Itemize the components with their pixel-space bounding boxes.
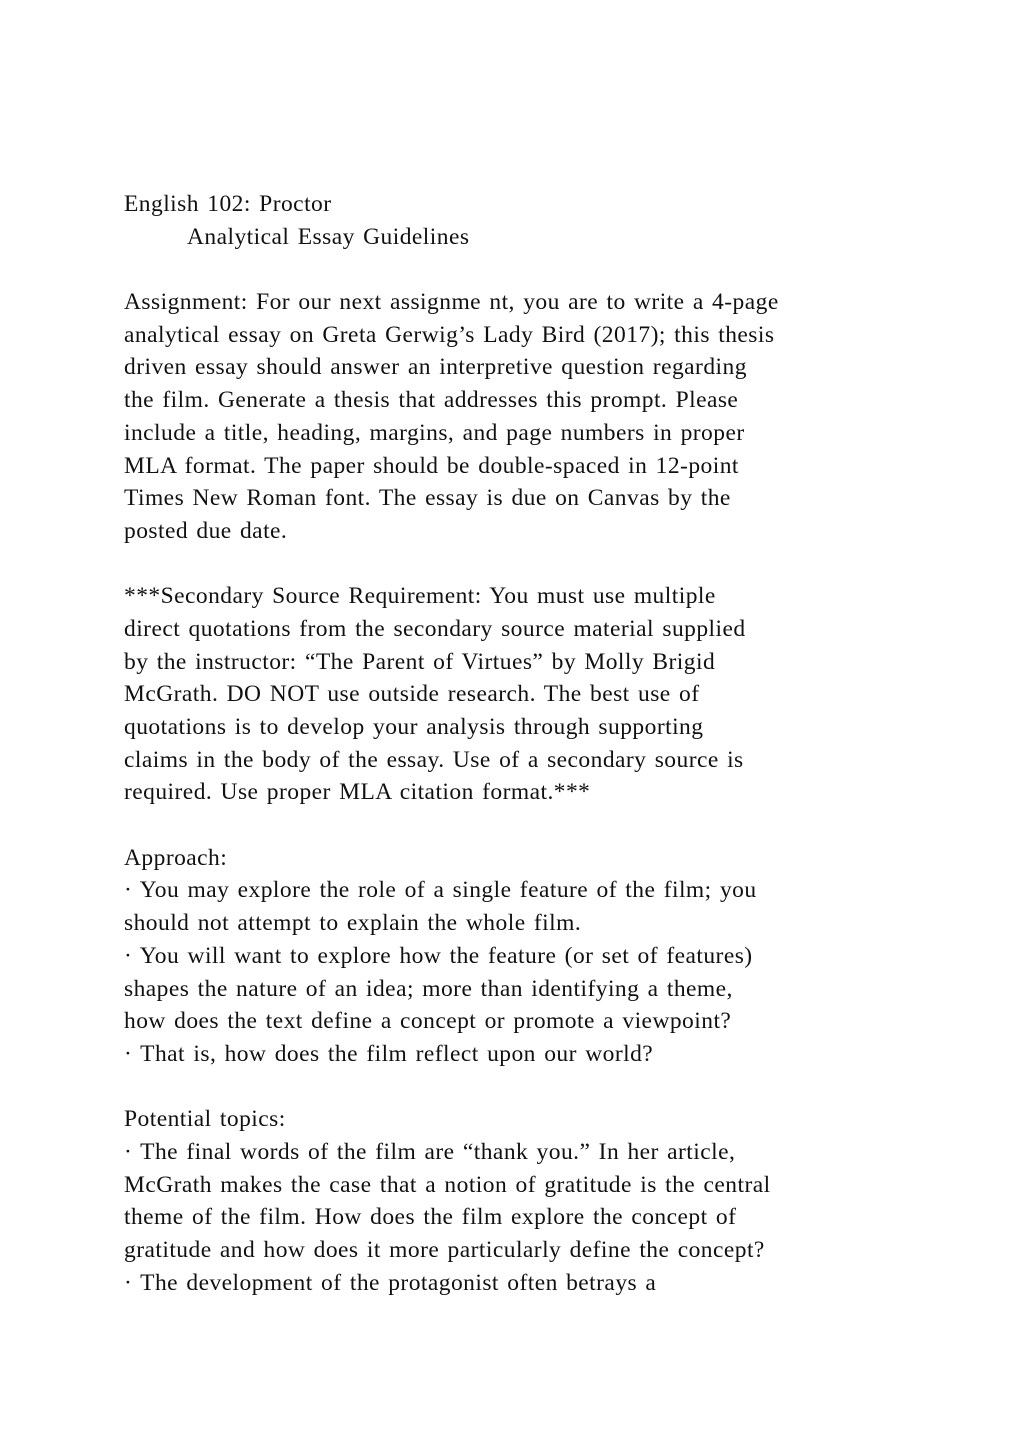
document-body	[124, 188, 904, 1299]
assignment-line: Times New Roman font. The essay is due on Canvas by the	[124, 485, 731, 512]
paragraph-spacer	[124, 548, 904, 581]
paragraph-spacer	[124, 809, 904, 842]
topics-line: · The development of the protagonist often betrays a	[124, 1269, 657, 1296]
course-heading: English 102: Proctor	[124, 191, 332, 217]
approach-line: how does the text define a concept or promote a viewpoint?	[124, 1008, 732, 1035]
topics-line: theme of the film. How does the film explore the concept of	[124, 1204, 737, 1231]
topics-line: gratitude and how does it more particularly define the concept?	[124, 1237, 765, 1263]
topics-section	[124, 1103, 904, 1299]
topics-line: · The final words of the film are “thank you.” In her article,	[124, 1138, 736, 1165]
approach-line: · That is, how does the film reflect upon our world?	[124, 1040, 654, 1067]
topics-line: McGrath makes the case that a notion of gratitude is the central	[124, 1171, 771, 1198]
approach-heading: Approach:	[124, 844, 228, 871]
approach-line: shapes the nature of an idea; more than identifying a theme,	[124, 975, 733, 1002]
assignment-line: MLA format. The paper should be double-spaced in 12-point	[124, 452, 739, 479]
assignment-line: posted due date.	[124, 517, 288, 544]
document-title: Analytical Essay Guidelines	[187, 223, 470, 250]
topics-heading: Potential topics:	[124, 1106, 286, 1133]
secondary-source-line: quotations is to develop your analysis through supporting	[124, 714, 704, 740]
approach-line: · You may explore the role of a single feature of the film; you	[124, 877, 757, 904]
secondary-source-line: by the instructor: “The Parent of Virtues” by Molly Brigid	[124, 648, 716, 675]
secondary-source-paragraph	[124, 580, 904, 809]
secondary-source-line: direct quotations from the secondary source material supplied	[124, 615, 746, 642]
assignment-line: Assignment: For our next assignme nt, you are to write a 4-page	[124, 289, 779, 316]
approach-line: should not attempt to explain the whole film.	[124, 910, 582, 937]
paragraph-spacer	[124, 253, 904, 286]
assignment-line: analytical essay on Greta Gerwig’s Lady Bird (2017); this thesis	[124, 321, 775, 348]
approach-section	[124, 842, 904, 1071]
approach-line: · You will want to explore how the feature (or set of features)	[124, 942, 753, 969]
secondary-source-line: ***Secondary Source Requirement: You must use multiple	[124, 583, 716, 610]
secondary-source-line: McGrath. DO NOT use outside research. The best use of	[124, 681, 700, 708]
assignment-paragraph	[124, 286, 904, 548]
assignment-line: driven essay should answer an interpretive question regarding	[124, 354, 747, 381]
assignment-line: include a title, heading, margins, and page numbers in proper	[124, 419, 745, 446]
paragraph-spacer	[124, 1071, 904, 1104]
secondary-source-line: required. Use proper MLA citation format.***	[124, 779, 591, 806]
secondary-source-line: claims in the body of the essay. Use of a secondary source is	[124, 746, 744, 773]
assignment-line: the film. Generate a thesis that addresses this prompt. Please	[124, 387, 739, 414]
